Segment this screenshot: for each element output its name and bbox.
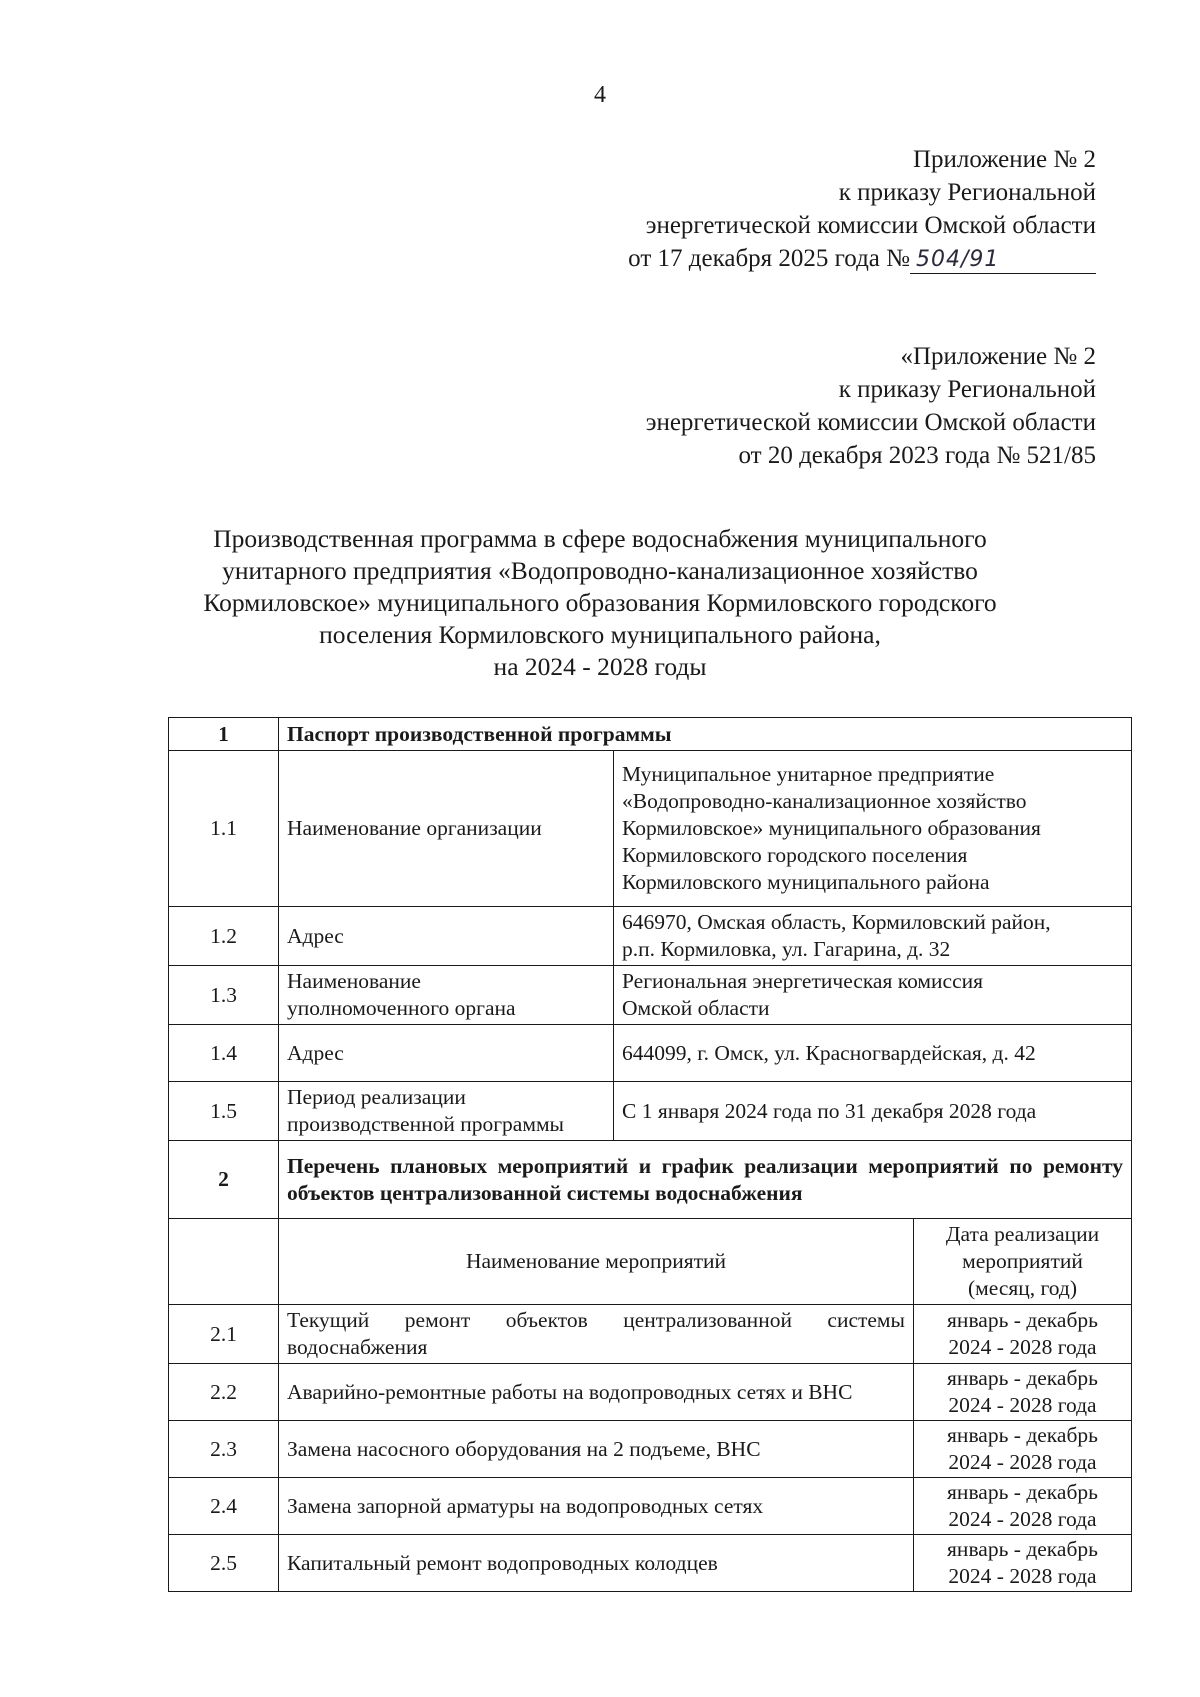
value-line: «Водопроводно-канализационное хозяйство [622,789,1027,813]
appendix-original-line1: «Приложение № 2 [900,343,1096,370]
row-number: 1.4 [169,1025,279,1082]
date-line: 2024 - 2028 года [948,1507,1097,1531]
value-line: Кормиловское» муниципального образования [622,816,1041,840]
section2-header-row [169,1141,1132,1219]
page-number: 4 [594,82,606,108]
date-line: январь - декабрь [947,1423,1098,1447]
row-name: Замена запорной арматуры на водопроводных сетях [279,1478,914,1535]
table-row [169,966,1132,1025]
section2-number: 2 [169,1141,279,1219]
title-line1: Производственная программа в сфере водоснабжения муниципального [213,524,987,553]
date-line: 2024 - 2028 года [948,1335,1097,1359]
title-line3: Кормиловское» муниципального образования Кормиловского городского [203,588,997,617]
row-label: Адрес [279,1025,614,1082]
row-date [914,1305,1132,1364]
row-value: С 1 января 2024 года по 31 декабря 2028 года [614,1082,1132,1141]
title-line2: унитарного предприятия «Водопроводно-канализационное хозяйство [222,556,978,585]
row-number: 2.5 [169,1535,279,1592]
section1-number: 1 [169,718,279,751]
date-line: январь - декабрь [947,1308,1098,1332]
appendix-current-line3: энергетической комиссии Омской области [645,212,1096,239]
appendix-original-line2: к приказу Региональной [838,376,1096,403]
row-value [614,966,1132,1025]
appendix-current-line4 [628,242,1096,275]
label-line: Период реализации [287,1085,466,1109]
title-line5: на 2024 - 2028 годы [493,652,707,681]
row-date [914,1478,1132,1535]
label-line: Наименование [287,969,421,993]
row-name: Замена насосного оборудования на 2 подъеме, ВНС [279,1421,914,1478]
section2-column-header-row [169,1219,1132,1305]
row-number: 2.1 [169,1305,279,1364]
date-header-line: (месяц, год) [967,1276,1078,1300]
table-row [169,1364,1132,1421]
appendix-current-line1: Приложение № 2 [912,146,1096,173]
table-row [169,1305,1132,1364]
date-line: январь - декабрь [947,1480,1098,1504]
value-line: Региональная энергетическая комиссия [622,969,984,993]
empty-number-cell [169,1219,279,1305]
appendix-original-line3: энергетической комиссии Омской области [645,409,1096,436]
row-label: Адрес [279,907,614,966]
row-number: 2.3 [169,1421,279,1478]
value-line: 646970, Омская область, Кормиловский район, [622,910,1051,934]
table-row [169,1082,1132,1141]
row-label [279,1082,614,1141]
table-row [169,1421,1132,1478]
column-header-name: Наименование мероприятий [279,1219,914,1305]
label-line: уполномоченного органа [287,996,516,1020]
row-number: 1.2 [169,907,279,966]
section1-heading: Паспорт производственной программы [279,718,1132,751]
section2-heading: Перечень плановых мероприятий и график реализации мероприятий по ремонту объектов централизованной системы водоснабжения [279,1141,1132,1219]
appendix-current-date: от 17 декабря 2025 года № [628,245,910,272]
date-line: 2024 - 2028 года [948,1564,1097,1588]
appendix-original-header [646,340,1096,472]
value-line: р.п. Кормиловка, ул. Гагарина, д. 32 [622,937,951,961]
row-value: 644099, г. Омск, ул. Красногвардейская, д. 42 [614,1025,1132,1082]
value-line: Омской области [622,996,770,1020]
row-label: Наименование организации [279,751,614,907]
row-number: 1.3 [169,966,279,1025]
handwritten-order-number: 504/91 [910,247,1096,274]
date-header-line: мероприятий [962,1249,1083,1273]
table-row [169,751,1132,907]
date-line: 2024 - 2028 года [948,1450,1097,1474]
appendix-original-line4: от 20 декабря 2023 года № 521/85 [738,442,1096,469]
table-row [169,1478,1132,1535]
date-line: январь - декабрь [947,1537,1098,1561]
row-date [914,1364,1132,1421]
table-row [169,1025,1132,1082]
label-line: производственной программы [287,1112,565,1136]
row-date [914,1421,1132,1478]
document-title [150,523,1050,683]
row-number: 1.5 [169,1082,279,1141]
table-row [169,907,1132,966]
value-line: Кормиловского муниципального района [622,870,990,894]
row-name: Капитальный ремонт водопроводных колодцев [279,1535,914,1592]
row-name: Текущий ремонт объектов централизованной системы водоснабжения [279,1305,914,1364]
date-header-line: Дата реализации [945,1222,1100,1246]
value-line: Муниципальное унитарное предприятие [622,762,995,786]
production-program-table [168,717,1132,1592]
date-line: январь - декабрь [947,1366,1098,1390]
row-number: 2.2 [169,1364,279,1421]
row-label [279,966,614,1025]
row-date [914,1535,1132,1592]
value-line: Кормиловского городского поселения [622,843,968,867]
date-line: 2024 - 2028 года [948,1393,1097,1417]
row-number: 1.1 [169,751,279,907]
row-value [614,751,1132,907]
column-header-date [914,1219,1132,1305]
table-row [169,1535,1132,1592]
title-line4: поселения Кормиловского муниципального района, [319,620,881,649]
appendix-current-header [628,143,1096,275]
row-number: 2.4 [169,1478,279,1535]
section1-header-row [169,718,1132,751]
row-value [614,907,1132,966]
appendix-current-line2: к приказу Региональной [838,179,1096,206]
row-name: Аварийно-ремонтные работы на водопроводных сетях и ВНС [279,1364,914,1421]
